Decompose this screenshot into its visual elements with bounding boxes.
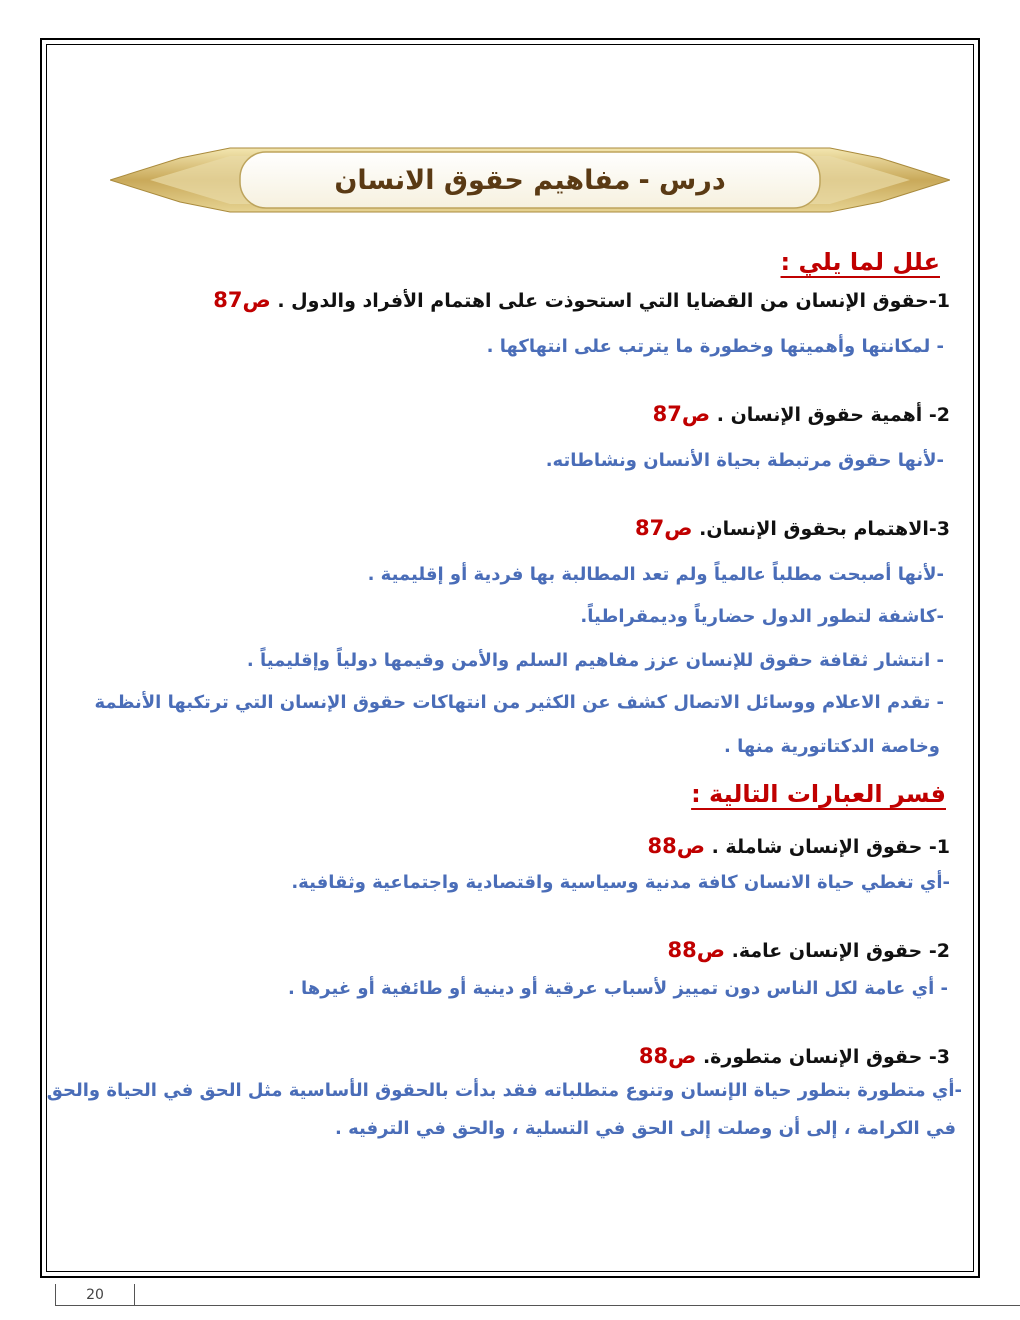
lesson-title bbox=[110, 140, 950, 220]
answer-3-line-5: وخاصة الدكتاتورية منها . bbox=[724, 736, 940, 757]
page-ref: ص88 bbox=[638, 1044, 697, 1068]
statement-1-answer: -أي تغطي حياة الانسان كافة مدنية وسياسية واقتصادية واجتماعية وثقافية. bbox=[291, 872, 950, 893]
question-3 bbox=[635, 516, 950, 540]
question-1 bbox=[213, 288, 950, 312]
statement-text: 1- حقوق الإنسان شاملة . bbox=[711, 836, 950, 858]
section-heading-explain: علل لما يلي : bbox=[780, 248, 940, 276]
footer-rule bbox=[135, 1305, 1020, 1306]
statement-text: 2- حقوق الإنسان عامة. bbox=[731, 940, 950, 962]
question-text: 2- أهمية حقوق الإنسان . bbox=[716, 404, 950, 426]
lesson-topic: مفاهيم حقوق الانسان bbox=[334, 164, 631, 196]
page-ref: ص87 bbox=[652, 402, 711, 426]
page-ref: ص87 bbox=[635, 516, 693, 540]
question-text: 3-الاهتمام بحقوق الإنسان. bbox=[699, 518, 950, 540]
section-heading-interpret: فسر العبارات التالية : bbox=[691, 780, 946, 808]
statement-3-answer-line-2: في الكرامة ، إلى أن وصلت إلى الحق في التسلية ، والحق في الترفيه . bbox=[334, 1118, 956, 1139]
answer-1: - لمكانتها وأهميتها وخطورة ما يترتب على انتهاكها . bbox=[486, 336, 944, 357]
statement-2-answer: - أي عامة لكل الناس دون تمييز لأسباب عرقية أو دينية أو طائفية أو غيرها . bbox=[287, 978, 948, 999]
answer-3-line-3: - انتشار ثقافة حقوق للإنسان عزز مفاهيم السلم والأمن وقيمها دولياً وإقليمياً . bbox=[246, 650, 944, 671]
page-ref: ص88 bbox=[667, 938, 726, 962]
page-ref: ص87 bbox=[213, 288, 271, 312]
statement-3 bbox=[639, 1044, 950, 1068]
page-number: 20 bbox=[55, 1284, 135, 1306]
page-ref: ص88 bbox=[647, 834, 705, 858]
answer-3-line-4: - تقدم الاعلام ووسائل الاتصال كشف عن الكثير من انتهاكات حقوق الإنسان التي ترتكبها الأنظمة bbox=[94, 692, 944, 713]
question-2 bbox=[653, 402, 950, 426]
statement-1 bbox=[647, 834, 950, 858]
question-text: 1-حقوق الإنسان من القضايا التي استحوذت على اهتمام الأفراد والدول . bbox=[277, 290, 950, 312]
statement-3-answer-line-1: -أي متطورة بتطور حياة الإنسان وتنوع متطلباته فقد بدأت بالحقوق الأساسية مثل الحق في الحياة والحق bbox=[46, 1080, 962, 1101]
answer-3-line-2: -كاشفة لتطور الدول حضارياً وديمقراطياً. bbox=[580, 606, 944, 627]
lesson-label: درس - bbox=[638, 164, 726, 196]
answer-3-line-1: -لأنها أصبحت مطلباً عالمياً ولم تعد المطالبة بها فردية أو إقليمية . bbox=[367, 564, 944, 585]
answer-2: -لأنها حقوق مرتبطة بحياة الأنسان ونشاطاته. bbox=[545, 450, 944, 471]
statement-text: 3- حقوق الإنسان متطورة. bbox=[702, 1046, 950, 1068]
statement-2 bbox=[668, 938, 950, 962]
